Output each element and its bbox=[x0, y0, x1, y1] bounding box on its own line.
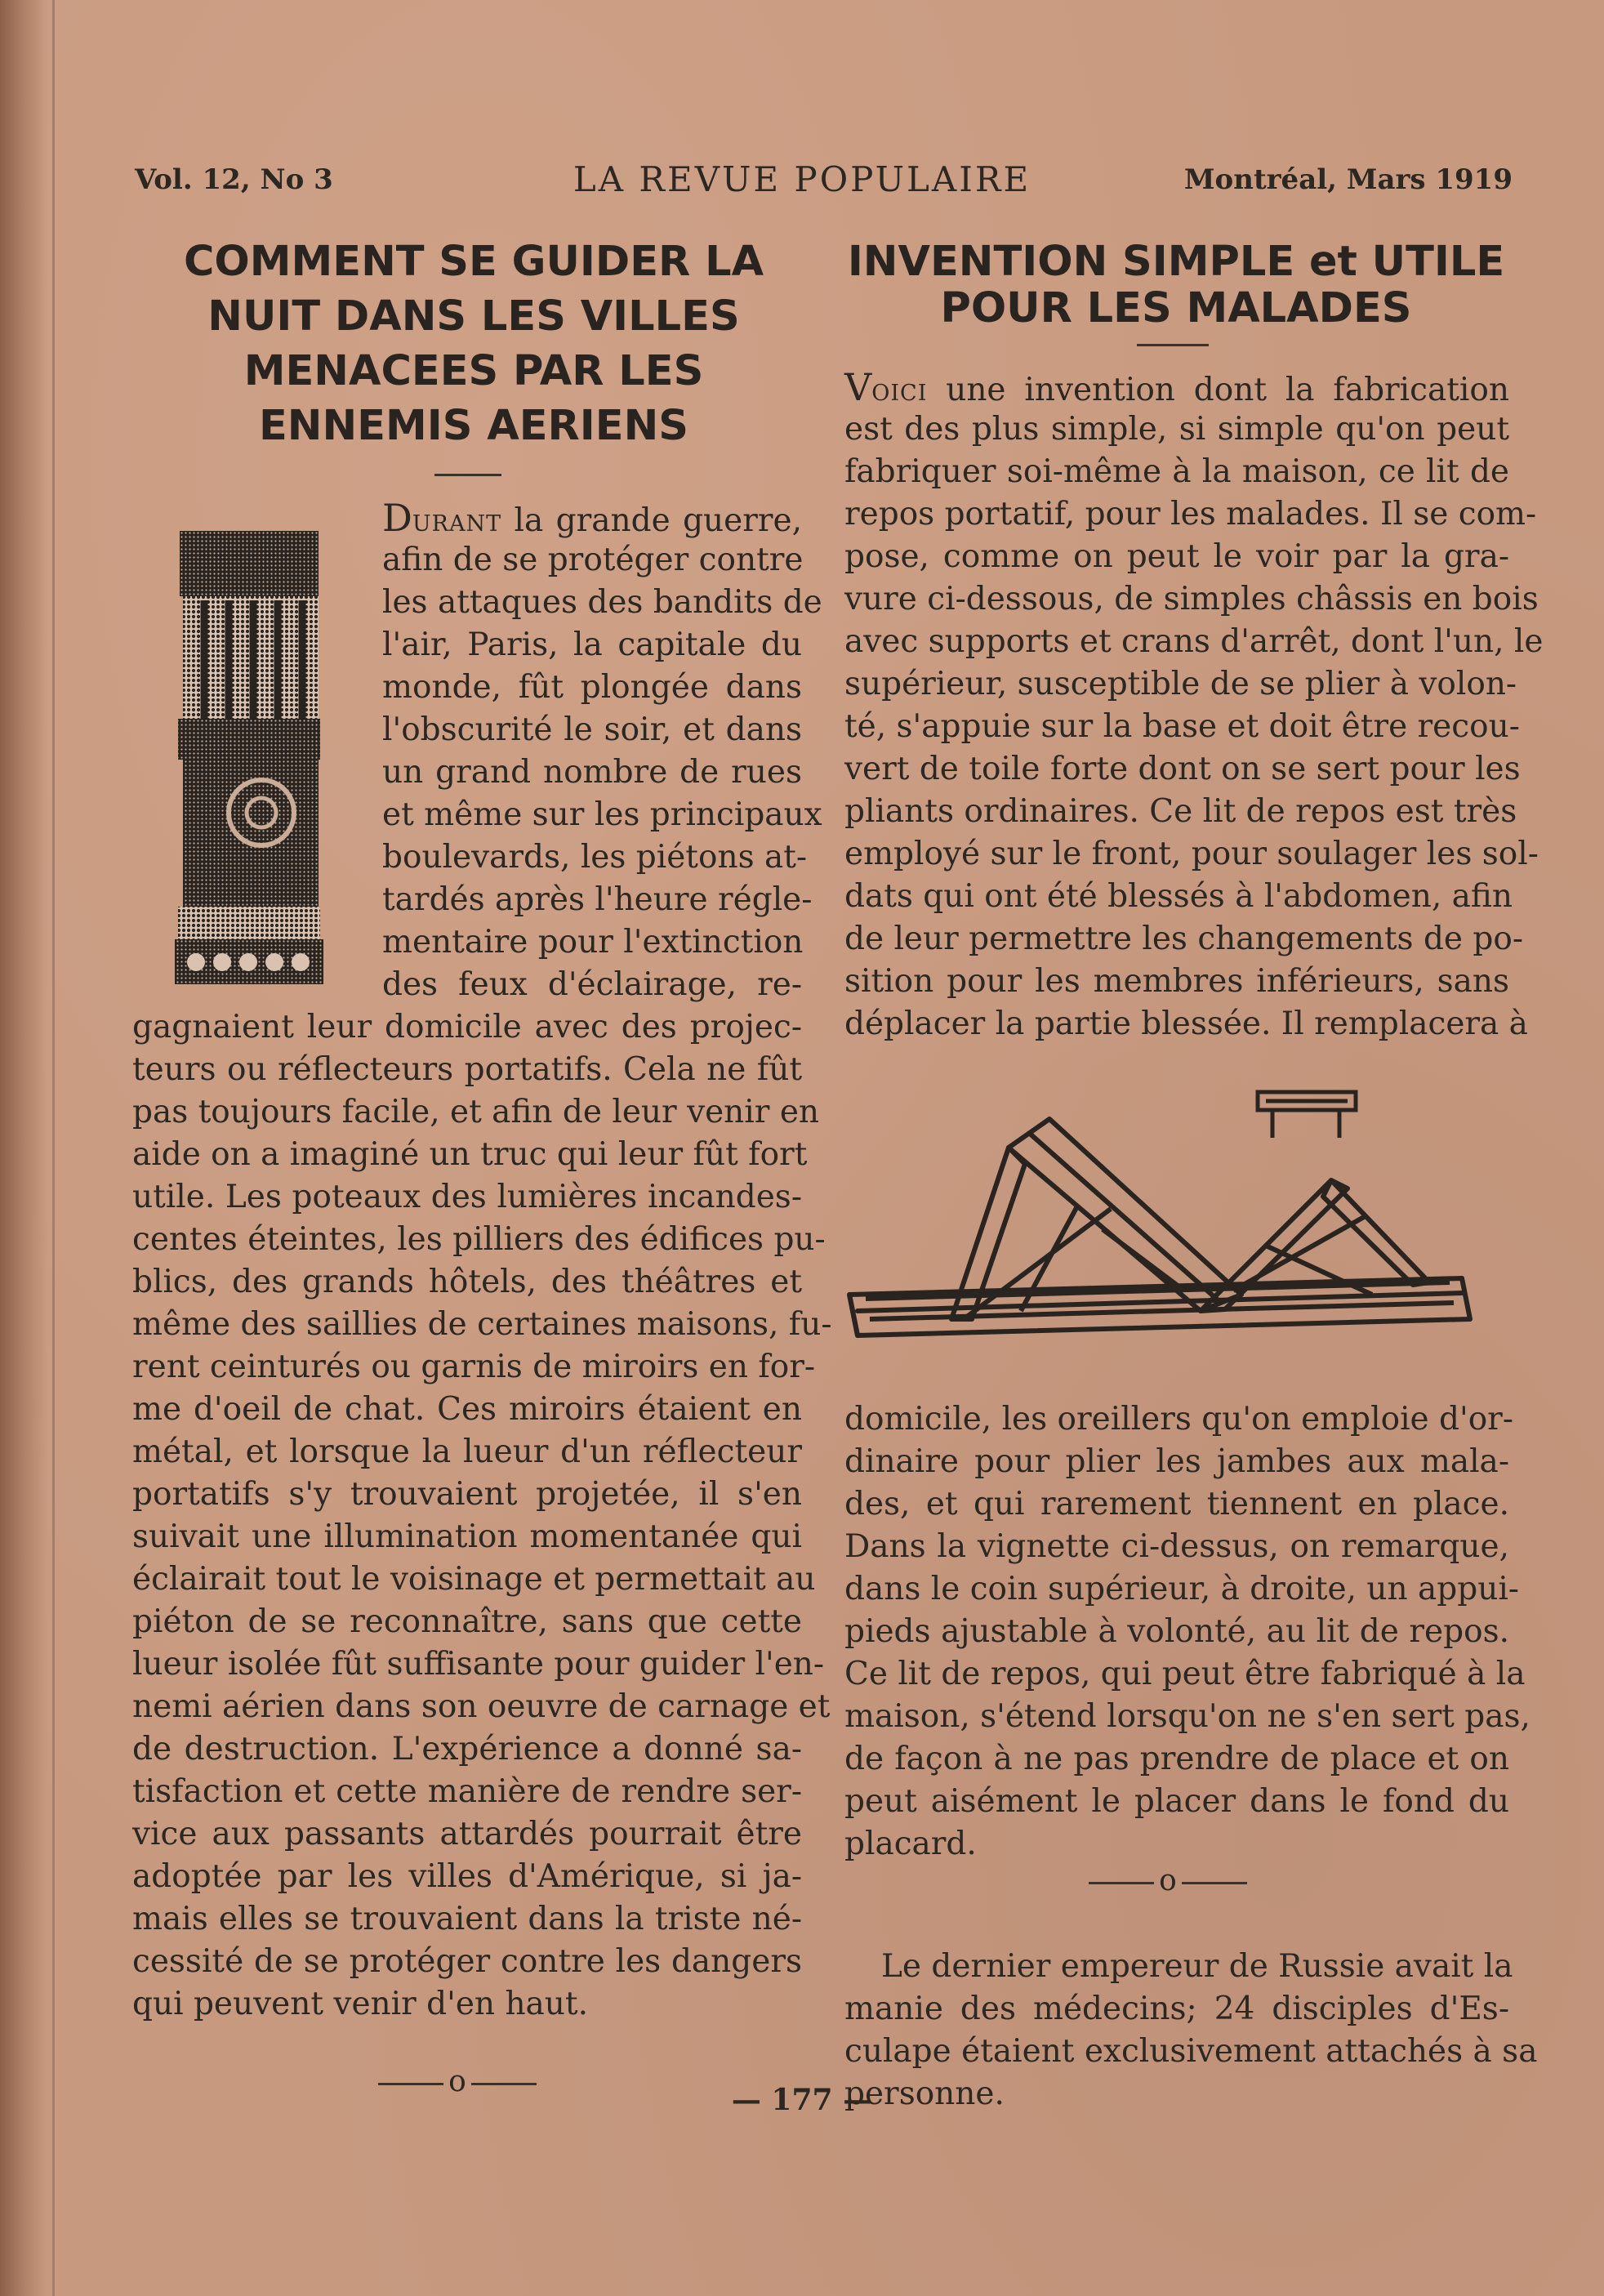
right-body-line: de façon à ne pas prendre de place et on bbox=[844, 1741, 1509, 1777]
left-body-line: suivait une illumination momentanée qui bbox=[132, 1518, 802, 1555]
left-title-line: COMMENT SE GUIDER LA bbox=[183, 238, 764, 286]
page-number: — 177 — bbox=[731, 2083, 873, 2117]
right-body-line: dans le coin supérieur, à droite, un appui- bbox=[844, 1571, 1519, 1607]
right-body-line: déplacer la partie blessée. Il remplacera à bbox=[844, 1005, 1528, 1042]
left-body-line: même des saillies de certaines maisons, fu- bbox=[132, 1306, 832, 1343]
page-binding-shadow bbox=[0, 0, 47, 2296]
left-body-line: monde, fût plongée dans bbox=[382, 669, 802, 706]
right-body-line: pose, comme on peut le voir par la gra- bbox=[844, 538, 1509, 575]
right-note-line: personne. bbox=[844, 2075, 1005, 2112]
left-title-rule bbox=[434, 474, 501, 476]
right-body-line: fabriquer soi-même à la maison, ce lit de bbox=[844, 453, 1509, 490]
right-note-line: manie des médecins; 24 disciples d'Es- bbox=[844, 1991, 1509, 2027]
left-article-body-top bbox=[382, 496, 822, 1006]
right-body-line: domicile, les oreillers qu'on emploie d'or- bbox=[844, 1401, 1513, 1438]
left-body-line: vice aux passants attardés pourrait être bbox=[132, 1816, 802, 1852]
left-body-line: lueur isolée fût suffisante pour guider l'en- bbox=[132, 1646, 825, 1683]
right-body-line: té, s'appuie sur la base et doit être recou- bbox=[844, 708, 1520, 745]
right-title-line: INVENTION SIMPLE et UTILE bbox=[847, 238, 1505, 286]
left-body-line: des feux d'éclairage, re- bbox=[382, 966, 802, 1003]
left-article-title bbox=[147, 234, 800, 453]
right-body-line: dats qui ont été blessés à l'abdomen, afin bbox=[844, 878, 1513, 915]
issue-date: Montréal, Mars 1919 bbox=[1183, 163, 1513, 196]
left-title-line: NUIT DANS LES VILLES bbox=[207, 292, 740, 341]
left-title-line: MENACEES PAR LES bbox=[243, 347, 704, 395]
left-body-line: me d'oeil de chat. Ces miroirs étaient en bbox=[132, 1391, 802, 1428]
right-body-line: vert de toile forte dont on se sert pour les bbox=[844, 751, 1521, 787]
left-body-line: adoptée par les villes d'Amérique, si ja- bbox=[132, 1858, 802, 1895]
right-body-line: Ce lit de repos, qui peut être fabriqué à la bbox=[844, 1656, 1526, 1692]
left-body-line: et même sur les principaux bbox=[382, 796, 822, 833]
left-body-line: utile. Les poteaux des lumières incandes- bbox=[132, 1179, 802, 1215]
left-body-line: cessité de se protéger contre les dangers bbox=[132, 1943, 802, 1980]
left-dropcap: D bbox=[382, 496, 412, 540]
left-lead-word: urant bbox=[412, 502, 502, 539]
left-title-line: ENNEMIS AERIENS bbox=[258, 402, 689, 450]
right-article-body-top bbox=[844, 365, 1544, 1045]
folding-bed-illustration bbox=[841, 1074, 1478, 1360]
left-body-line: qui peuvent venir d'en haut. bbox=[132, 1986, 588, 2022]
left-body-line: mentaire pour l'extinction bbox=[382, 924, 804, 961]
left-body-line: l'obscurité le soir, et dans bbox=[382, 711, 802, 748]
binding-line bbox=[52, 0, 55, 2296]
volume-number: Vol. 12, No 3 bbox=[135, 163, 333, 196]
right-body-line: placard. bbox=[844, 1826, 977, 1862]
right-article-body-bottom bbox=[844, 1398, 1530, 1866]
left-body-line: portatifs s'y trouvaient projetée, il s'en bbox=[132, 1476, 802, 1513]
right-body-line: est des plus simple, si simple qu'on peut bbox=[844, 411, 1509, 448]
right-title-line: POUR LES MALADES bbox=[940, 284, 1412, 332]
right-separator: o bbox=[1062, 1864, 1274, 1897]
right-body-line: vure ci-dessous, de simples châssis en bois bbox=[844, 581, 1539, 617]
left-body-line: tisfaction et cette manière de rendre ser- bbox=[132, 1773, 802, 1810]
right-body-line: maison, s'étend lorsqu'on ne s'en sert pas, bbox=[844, 1698, 1530, 1735]
right-body-line: pliants ordinaires. Ce lit de repos est très bbox=[844, 793, 1517, 830]
left-body-line: centes éteintes, les pilliers des édifices pu- bbox=[132, 1221, 826, 1258]
left-article-body-bottom bbox=[132, 1006, 832, 2026]
right-body-line: avec supports et crans d'arrêt, dont l'un, le bbox=[844, 623, 1544, 660]
right-body-line: employé sur le front, pour soulager les sol- bbox=[844, 836, 1539, 872]
left-body-line: Durant la grande guerre, bbox=[382, 496, 802, 540]
right-body-line: Dans la vignette ci-dessus, on remarque, bbox=[844, 1528, 1509, 1565]
left-body-line: métal, et lorsque la lueur d'un réflecteur bbox=[132, 1433, 802, 1470]
left-body-line: gagnaient leur domicile avec des projec- bbox=[132, 1009, 802, 1045]
right-body-line: repos portatif, pour les malades. Il se com- bbox=[844, 496, 1537, 533]
right-note-line: Le dernier empereur de Russie avait la bbox=[881, 1948, 1513, 1985]
right-body-line: supérieur, susceptible de se plier à volon- bbox=[844, 666, 1517, 702]
left-body-line: éclairait tout le voisinage et permettait au bbox=[132, 1561, 816, 1598]
right-article-title bbox=[833, 234, 1519, 336]
right-dropcap: V bbox=[844, 365, 872, 409]
left-body-line: boulevards, les piétons at- bbox=[382, 839, 808, 876]
right-body-line: pieds ajustable à volonté, au lit de repos. bbox=[844, 1613, 1509, 1650]
left-body-line: teurs ou réflecteurs portatifs. Cela ne fût bbox=[132, 1051, 802, 1088]
left-body-line: les attaques des bandits de bbox=[382, 584, 822, 621]
lamp-post-illustration bbox=[172, 531, 327, 988]
left-body-line: un grand nombre de rues bbox=[382, 754, 802, 791]
right-title-rule bbox=[1137, 344, 1209, 346]
right-body-line: sition pour les membres inférieurs, sans bbox=[844, 963, 1509, 1000]
left-body-line: aide on a imaginé un truc qui leur fût fort bbox=[132, 1136, 808, 1173]
left-body-line: blics, des grands hôtels, des théâtres et bbox=[132, 1264, 802, 1300]
right-body-line: peut aisément le placer dans le fond du bbox=[844, 1783, 1509, 1820]
left-body-line: l'air, Paris, la capitale du bbox=[382, 626, 802, 663]
left-body-line: mais elles se trouvaient dans la triste né- bbox=[132, 1901, 802, 1937]
left-body-line: afin de se protéger contre bbox=[382, 542, 804, 578]
left-body-line: rent ceinturés ou garnis de miroirs en for- bbox=[132, 1349, 816, 1385]
left-body-line: piéton de se reconnaître, sans que cette bbox=[132, 1603, 802, 1640]
left-body-line: de destruction. L'expérience a donné sa- bbox=[132, 1731, 802, 1768]
left-body-line: tardés après l'heure régle- bbox=[382, 881, 813, 918]
right-lead-word: oici bbox=[871, 372, 928, 408]
left-body-line: nemi aérien dans son oeuvre de carnage et bbox=[132, 1688, 831, 1725]
left-body-line: pas toujours facile, et afin de leur venir en bbox=[132, 1094, 820, 1130]
right-body-line: Voici une invention dont la fabrication bbox=[844, 365, 1509, 409]
right-body-line: des, et qui rarement tiennent en place. bbox=[844, 1486, 1509, 1522]
right-body-line: de leur permettre les changements de po- bbox=[844, 921, 1524, 957]
publication-name: LA REVUE POPULAIRE bbox=[573, 159, 1031, 199]
left-separator: o bbox=[351, 2065, 564, 2098]
right-note-line: culape étaient exclusivement attachés à sa bbox=[844, 2033, 1538, 2070]
right-body-line: dinaire pour plier les jambes aux mala- bbox=[844, 1443, 1509, 1480]
